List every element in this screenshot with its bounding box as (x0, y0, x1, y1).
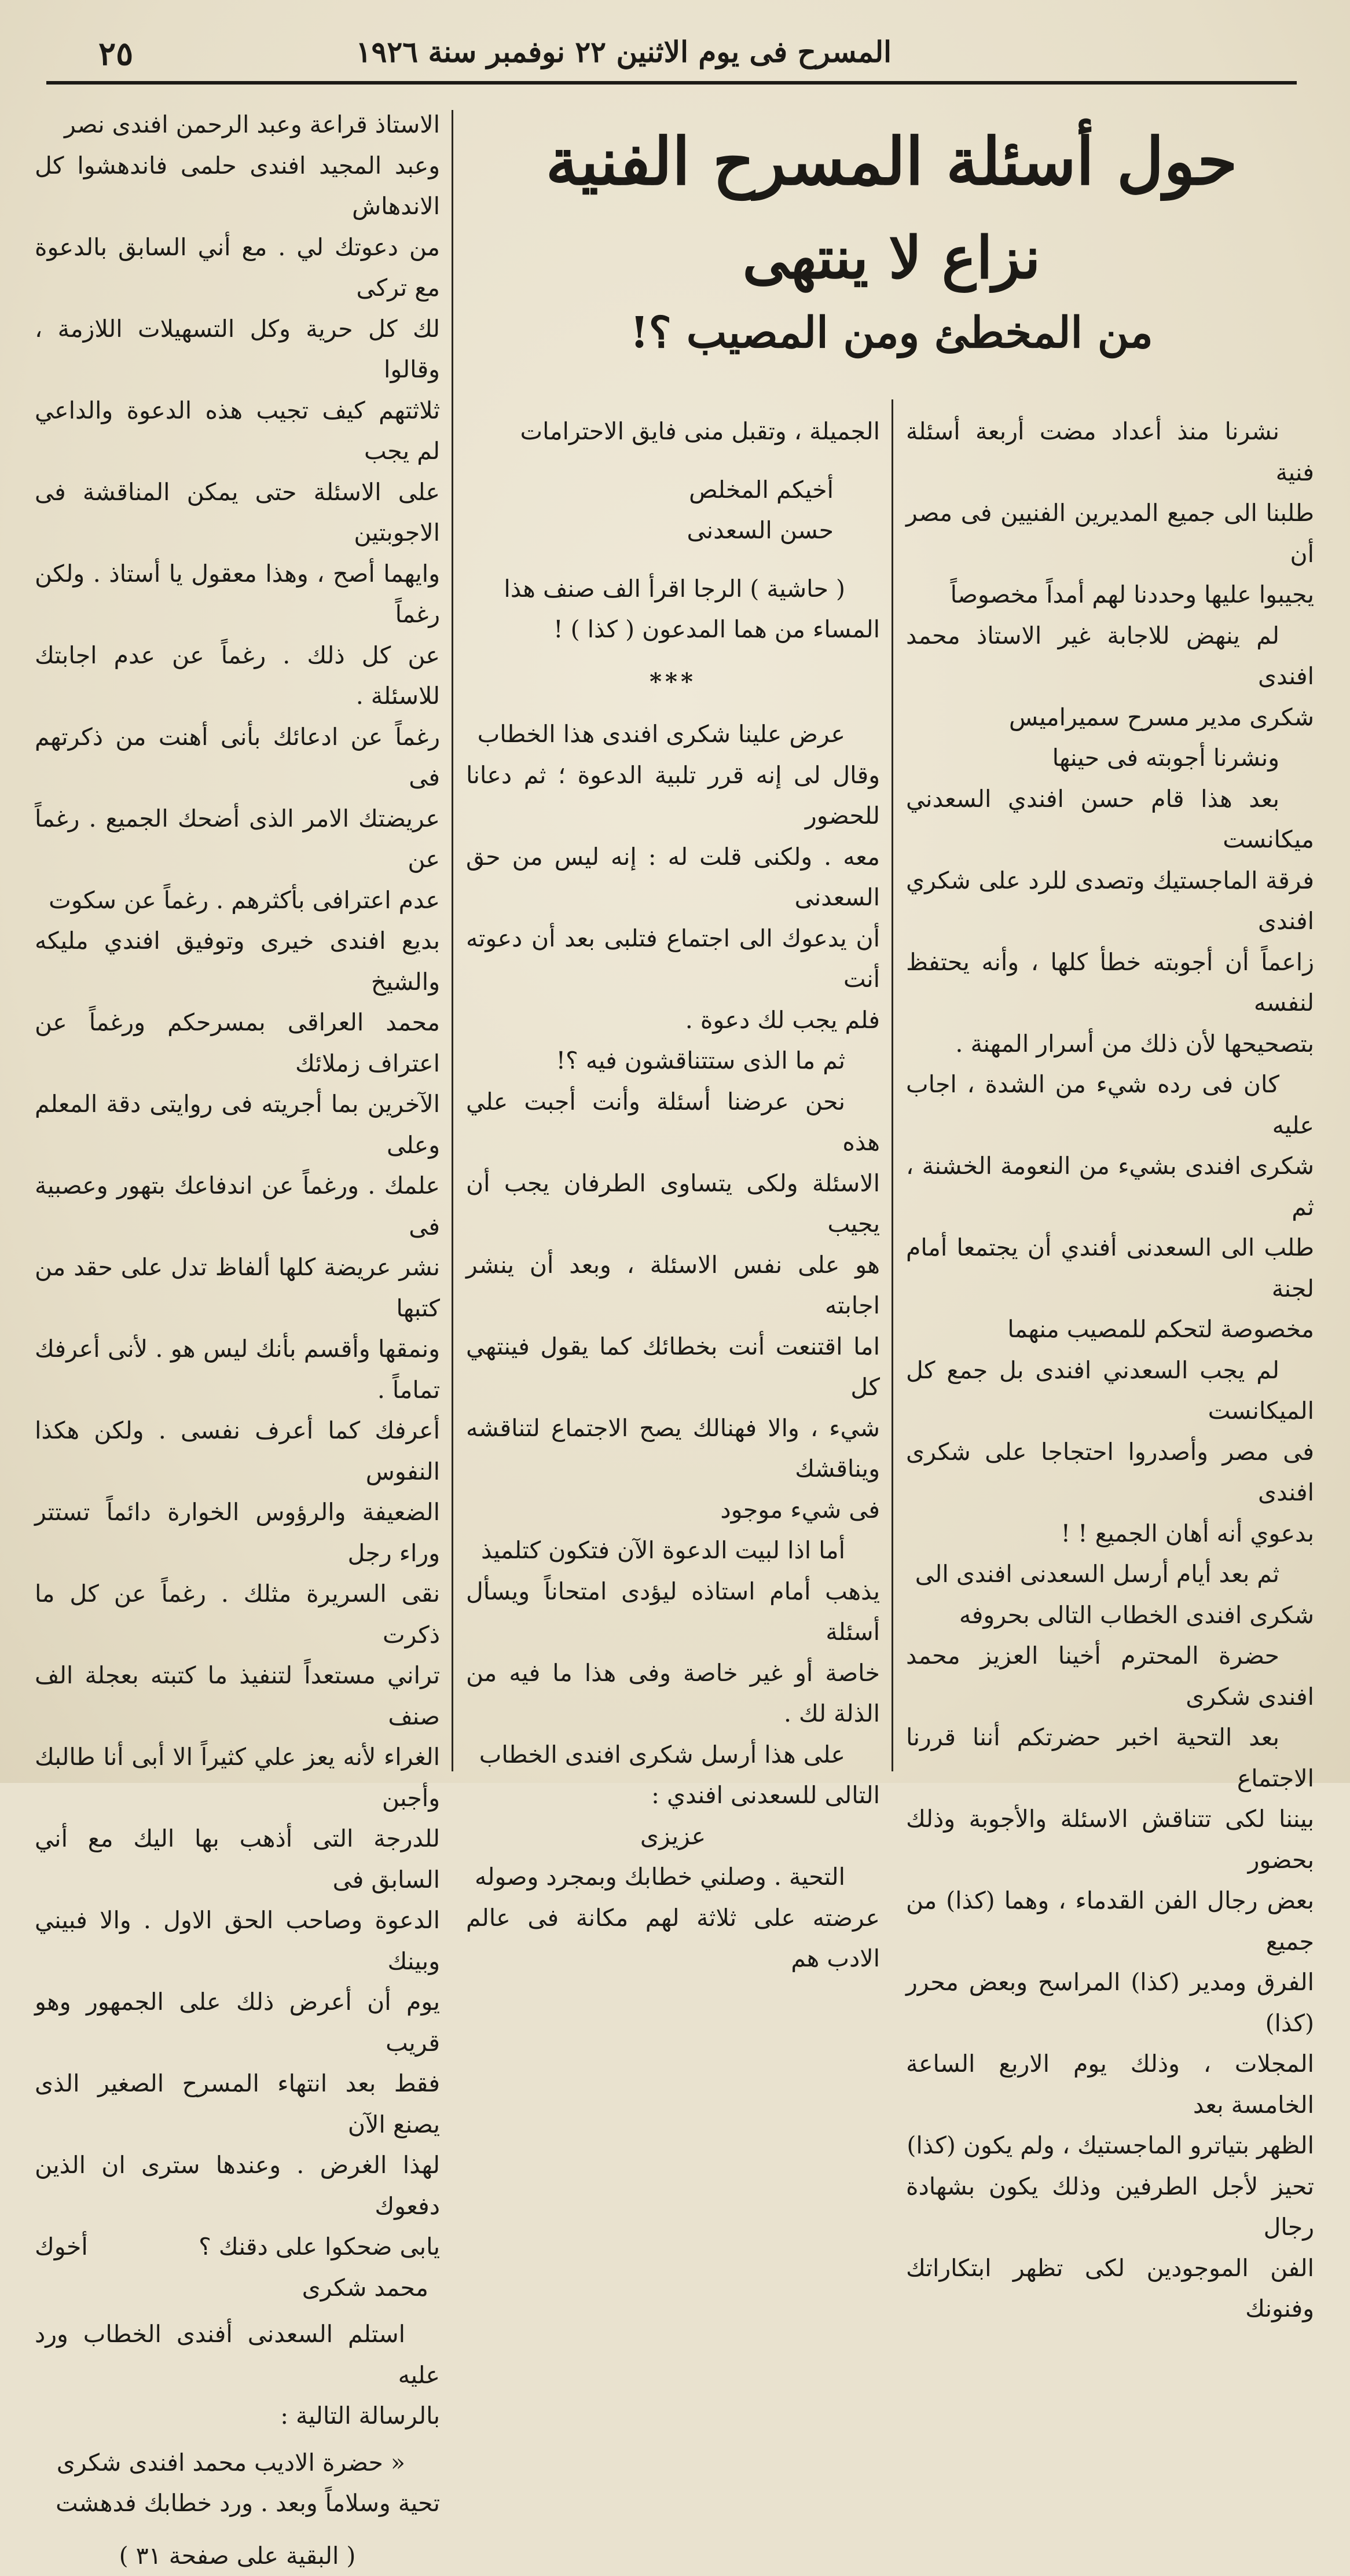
text-line: لك كل حرية وكل التسهيلات اللازمة ، وقالوا (35, 309, 440, 390)
text-line: شكرى افندى بشيء من النعومة الخشنة ، ثم (906, 1146, 1314, 1227)
text-line: فقط بعد انتهاء المسرح الصغير الذى يصنع الآن (35, 2063, 440, 2145)
text-line: بالرسالة التالية : (35, 2395, 440, 2436)
text-line: نقى السريرة مثلك . رغماً عن كل ما ذكرت (35, 1573, 440, 1655)
text-line: ثم ما الذى ستتناقشون فيه ؟! (466, 1040, 880, 1081)
text-line: بعض رجال الفن القدماء ، وهما (كذا) من جميع (906, 1880, 1314, 1962)
text-line: اما اقتنعت أنت بخطائك كما يقول فينتهي كل (466, 1326, 880, 1408)
text-line: يجيبوا عليها وحددنا لهم أمداً مخصوصاً (906, 574, 1314, 615)
letter-salutation: عزيزى (466, 1816, 880, 1857)
text-line: بتصحيحها لأن ذلك من أسرار المهنة . (906, 1023, 1314, 1065)
text-line: طلب الى السعدنى أفندي أن يجتمعا أمام لجنة (906, 1227, 1314, 1309)
article-column-right (906, 411, 1314, 2329)
text-line: الدعوة وصاحب الحق الاول . والا فبيني وبينك (35, 1900, 440, 1981)
text-line: الآخرين بما أجريته فى روايتى دقة المعلم وعلى (35, 1084, 440, 1165)
text-line: وقال لى إنه قرر تلبية الدعوة ؛ ثم دعانا للحضور (466, 755, 880, 836)
text-line: الغراء لأنه يعز علي كثيراً الا أبى أنا طالبك وأجبن (35, 1737, 440, 1818)
text-line: حضرة المحترم أخينا العزيز محمد افندى شكرى (906, 1635, 1314, 1717)
text-line: شكرى افندى الخطاب التالى بحروفه (906, 1595, 1314, 1636)
headline-sub: نزاع لا ينتهى (469, 214, 1314, 301)
text-line: محمد العراقى بمسرحكم ورغماً عن اعتراف زملائك (35, 1002, 440, 1084)
text-line: مخصوصة لتحكم للمصيب منهما (906, 1309, 1314, 1350)
text-line: أعرفك كما أعرف نفسى . ولكن هكذا النفوس (35, 1410, 440, 1492)
article-column-middle (466, 411, 880, 1979)
text-line: على هذا أرسل شكرى افندى الخطاب (466, 1734, 880, 1775)
headline-question: من المخطئ ومن المصيب ؟! (469, 301, 1314, 365)
letter-signature: محمد شكرى (35, 2267, 440, 2309)
text-line: ونمقها وأقسم بأنك ليس هو . لأنى أعرفك تماماً . (35, 1329, 440, 1410)
text-line: على الاسئلة حتى يمكن المناقشة فى الاجوبتين (35, 472, 440, 553)
section-separator: *** (466, 662, 880, 703)
text-line: عن كل ذلك . رغماً عن عدم اجابتك للاسئلة . (35, 635, 440, 717)
text-line: وعبد المجيد افندى حلمى فاندهشوا كل الاندهاش (35, 145, 440, 227)
letter-signature: حسن السعدنى (466, 510, 880, 551)
headline-main: حول أسئلة المسرح الفنية (469, 116, 1314, 208)
text-line: التالى للسعدنى افندي : (466, 1775, 880, 1816)
text-line: فلم يجب لك دعوة . (466, 1000, 880, 1041)
text-line: تحيز لأجل الطرفين وذلك يكون بشهادة رجال (906, 2166, 1314, 2248)
text-line: استلم السعدنى أفندى الخطاب ورد عليه (35, 2314, 440, 2395)
running-header-title: المسرح فى يوم الاثنين ٢٢ نوفمبر سنة ١٩٢٦ (356, 35, 892, 69)
letter-closing: أخيكم المخلص (466, 469, 880, 511)
text-line: معه . ولكنى قلت له : إنه ليس من حق السعدنى (466, 836, 880, 918)
text-line: المجلات ، وذلك يوم الاربع الساعة الخامسة بعد (906, 2043, 1314, 2125)
text-line: زاعماً أن أجوبته خطأ كلها ، وأنه يحتفظ لنفسه (906, 942, 1314, 1023)
text-line: بديع افندى خيرى وتوفيق افندي مليكه والشيخ (35, 920, 440, 1002)
header-rule (46, 81, 1297, 85)
text-line: نشر عريضة كلها ألفاظ تدل على حقد من كتبها (35, 1247, 440, 1329)
text-line: لم ينهض للاجابة غير الاستاذ محمد افندى (906, 615, 1314, 697)
text-line: رغماً عن ادعائك بأنى أهنت من ذكرتهم فى (35, 717, 440, 798)
text-line: عرض علينا شكرى افندى هذا الخطاب (466, 714, 880, 755)
text-line: تحية وسلاماً وبعد . ورد خطابك فدهشت (35, 2483, 440, 2524)
text-line: وايهما أصح ، وهذا معقول يا أستاذ . ولكن رغماً (35, 553, 440, 635)
text-line: علمك . ورغماً عن اندفاعك بتهور وعصبية فى (35, 1165, 440, 1247)
text-line: ونشرنا أجوبته فى حينها (906, 737, 1314, 779)
text-line: عريضتك الامر الذى أضحك الجميع . رغماً عن (35, 798, 440, 880)
text-line: التحية . وصلني خطابك وبمجرد وصوله (466, 1856, 880, 1898)
text-line: نشرنا منذ أعداد مضت أربعة أسئلة فنية (906, 411, 1314, 493)
text-line: نحن عرضنا أسئلة وأنت أجبت علي هذه (466, 1081, 880, 1163)
text-line: لم يجب السعدني افندى بل جمع كل الميكانست (906, 1350, 1314, 1432)
text-line: ثم بعد أيام أرسل السعدنى افندى الى (906, 1554, 1314, 1595)
text-line: ثلاثتهم كيف تجيب هذه الدعوة والداعي لم يجب (35, 390, 440, 472)
text-line: فى شيء موجود (466, 1489, 880, 1531)
text-line: شكرى مدير مسرح سميراميس (906, 697, 1314, 738)
text-line: عرضته على ثلاثة لهم مكانة فى عالم الادب هم (466, 1898, 880, 1979)
column-rule-middle (892, 399, 893, 1771)
text-line: خاصة أو غير خاصة وفى هذا ما فيه من الذلة لك . (466, 1653, 880, 1734)
text-line: ( حاشية ) الرجا اقرأ الف صنف هذا (466, 568, 880, 610)
text-line: شيء ، والا فهنالك يصح الاجتماع لتناقشه ويناقشك (466, 1408, 880, 1489)
running-header (46, 29, 1297, 81)
page-number: ٢٥ (98, 35, 133, 73)
letter-sign-row (35, 2226, 440, 2267)
text-line: الفرق ومدير (كذا) المراسح وبعض محرر (كذا) (906, 1962, 1314, 2043)
text-line: المساء من هما المدعون ( كذا ) ! (466, 609, 880, 650)
text-line: فرقة الماجستيك وتصدى للرد على شكري افندى (906, 860, 1314, 942)
text-line: للدرجة التى أذهب بها اليك مع أني السابق فى (35, 1818, 440, 1900)
text-line: فى مصر وأصدروا احتجاجا على شكرى افندى (906, 1432, 1314, 1513)
text-line: بيننا لكى تتناقش الاسئلة والأجوبة وذلك بحضور (906, 1799, 1314, 1880)
letter-closing: أخوك (35, 2226, 88, 2267)
text-line: يذهب أمام استاذه ليؤدى امتحاناً ويسأل أسئلة (466, 1571, 880, 1653)
text-line: من دعوتك لي . مع أني السابق بالدعوة مع تركى (35, 227, 440, 309)
text-line: بعد التحية اخبر حضرتكم أننا قررنا الاجتماع (906, 1717, 1314, 1799)
text-line: الاستاذ قراعة وعبد الرحمن افندى نصر (35, 104, 440, 145)
text-line: الجميلة ، وتقبل منى فايق الاحترامات (466, 411, 880, 452)
text-line: عدم اعترافى بأكثرهم . رغماً عن سكوت (35, 880, 440, 921)
text-line: الفن الموجودين لكى تظهر ابتكاراتك وفنونك (906, 2248, 1314, 2329)
text-line: هو على نفس الاسئلة ، وبعد أن ينشر اجابته (466, 1245, 880, 1326)
continued-note: ( البقية على صفحة ٣١ ) (35, 2535, 440, 2576)
headline-block (469, 116, 1314, 388)
text-line: بدعوي أنه أهان الجميع ! ! (906, 1513, 1314, 1554)
text-line: يوم أن أعرض ذلك على الجمهور وهو قريب (35, 1981, 440, 2063)
text-line: بعد هذا قام حسن افندي السعدني ميكانست (906, 779, 1314, 860)
text-line: يابى ضحكوا على دقنك ؟ (199, 2226, 440, 2267)
article-column-left (35, 104, 440, 2576)
text-line: الضعيفة والرؤوس الخوارة دائماً تستتر وراء رجل (35, 1492, 440, 1573)
text-line: الاسئلة ولكى يتساوى الطرفان يجب أن يجيب (466, 1163, 880, 1245)
text-line: لهذا الغرض . وعندها سترى ان الذين دفعوك (35, 2145, 440, 2226)
text-line: كان فى رده شيء من الشدة ، اجاب عليه (906, 1064, 1314, 1146)
text-line: الظهر بتياترو الماجستيك ، ولم يكون (كذا) (906, 2125, 1314, 2166)
text-line: تراني مستعداً لتنفيذ ما كتبته بعجلة الف صنف (35, 1655, 440, 1737)
text-line: أما اذا لبيت الدعوة الآن فتكون كتلميذ (466, 1530, 880, 1571)
column-rule-left (452, 110, 453, 1771)
text-line: أن يدعوك الى اجتماع فتلبى بعد أن دعوته أنت (466, 918, 880, 1000)
text-line: « حضرة الاديب محمد افندى شكرى (35, 2442, 440, 2483)
text-line: طلبنا الى جميع المديرين الفنيين فى مصر أن (906, 493, 1314, 574)
